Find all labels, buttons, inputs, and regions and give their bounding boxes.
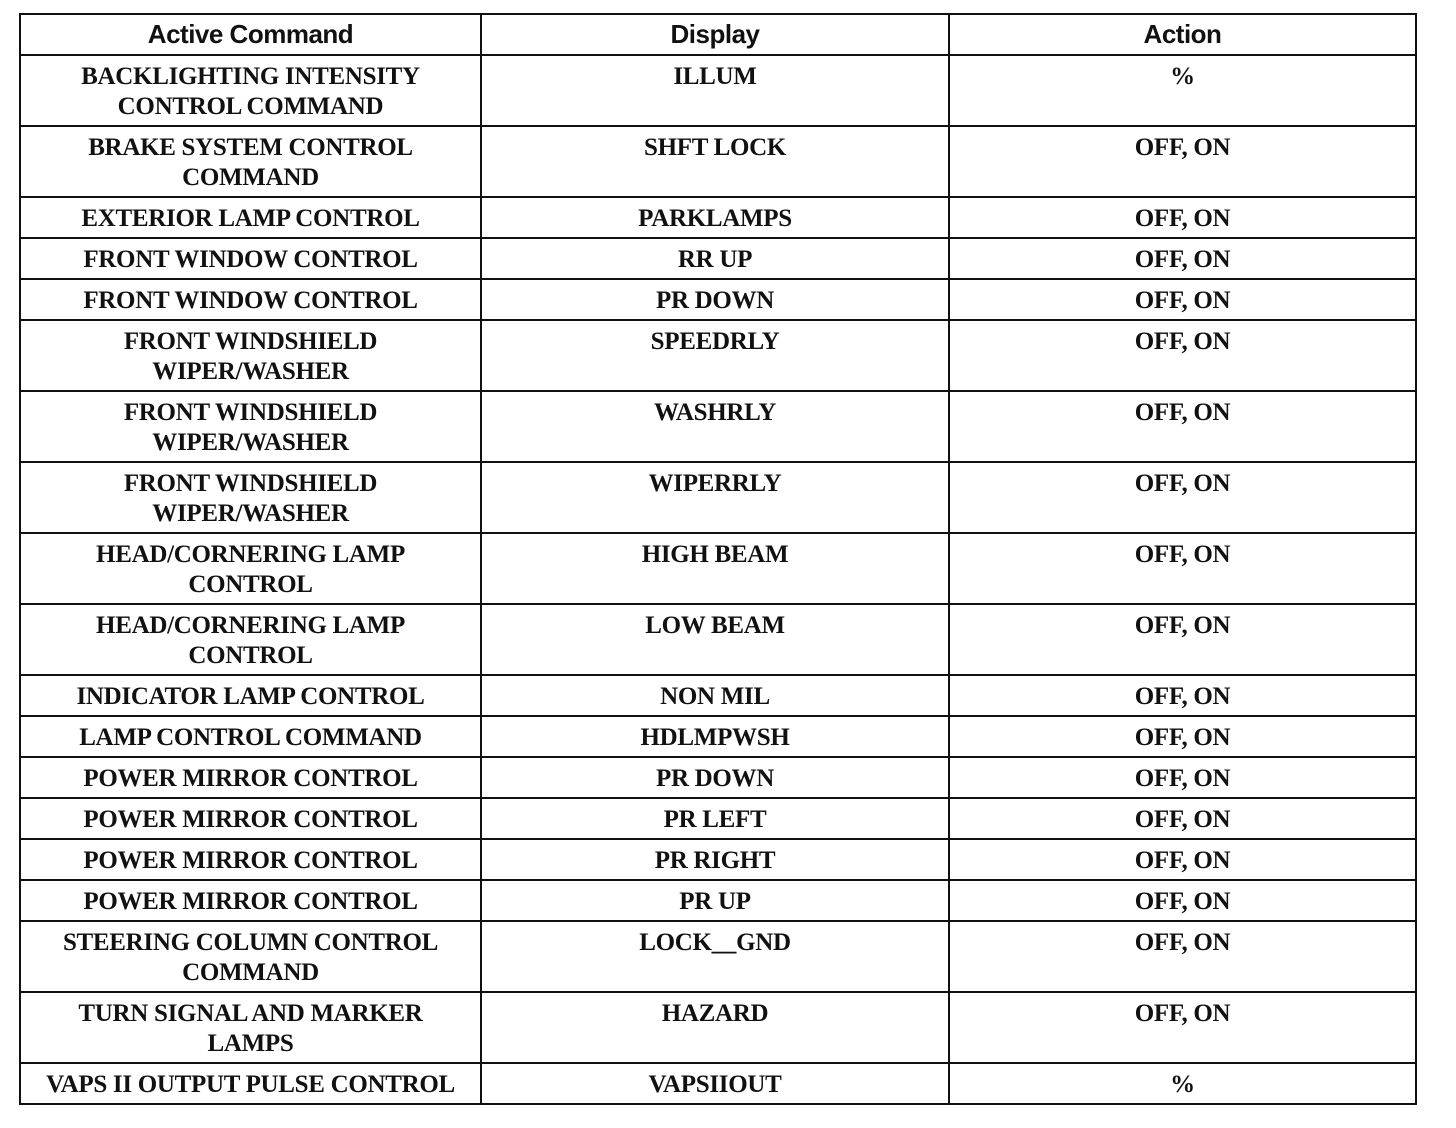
active-command-cell: FRONT WINDSHIELD WIPER/WASHER bbox=[20, 462, 481, 533]
action-cell: % bbox=[949, 55, 1416, 126]
active-command-cell: HEAD/CORNERING LAMP CONTROL bbox=[20, 533, 481, 604]
table-row bbox=[20, 798, 1416, 839]
display-cell: PR DOWN bbox=[481, 757, 949, 798]
display-cell: PR UP bbox=[481, 880, 949, 921]
active-command-cell: LAMP CONTROL COMMAND bbox=[20, 716, 481, 757]
display-cell: PR RIGHT bbox=[481, 839, 949, 880]
active-command-cell: POWER MIRROR CONTROL bbox=[20, 798, 481, 839]
display-cell: WASHRLY bbox=[481, 391, 949, 462]
table-row bbox=[20, 716, 1416, 757]
table-row bbox=[20, 126, 1416, 197]
action-cell: OFF, ON bbox=[949, 197, 1416, 238]
active-command-cell: FRONT WINDOW CONTROL bbox=[20, 238, 481, 279]
active-command-cell: STEERING COLUMN CONTROL COMMAND bbox=[20, 921, 481, 992]
display-cell: SPEEDRLY bbox=[481, 320, 949, 391]
action-cell: OFF, ON bbox=[949, 320, 1416, 391]
header-row bbox=[20, 14, 1416, 55]
display-cell: WIPERRLY bbox=[481, 462, 949, 533]
active-command-table bbox=[19, 13, 1417, 1105]
display-cell: SHFT LOCK bbox=[481, 126, 949, 197]
display-cell: PR LEFT bbox=[481, 798, 949, 839]
action-cell: OFF, ON bbox=[949, 839, 1416, 880]
display-cell: LOCK__GND bbox=[481, 921, 949, 992]
table-row bbox=[20, 992, 1416, 1063]
display-cell: PR DOWN bbox=[481, 279, 949, 320]
table-row bbox=[20, 675, 1416, 716]
action-cell: OFF, ON bbox=[949, 921, 1416, 992]
active-command-cell: POWER MIRROR CONTROL bbox=[20, 757, 481, 798]
display-cell: VAPSIIOUT bbox=[481, 1063, 949, 1104]
action-cell: OFF, ON bbox=[949, 238, 1416, 279]
active-command-cell: EXTERIOR LAMP CONTROL bbox=[20, 197, 481, 238]
header-display: Display bbox=[481, 14, 949, 55]
action-cell: OFF, ON bbox=[949, 757, 1416, 798]
display-cell: ILLUM bbox=[481, 55, 949, 126]
action-cell: OFF, ON bbox=[949, 462, 1416, 533]
display-cell: HAZARD bbox=[481, 992, 949, 1063]
table-row bbox=[20, 55, 1416, 126]
action-cell: OFF, ON bbox=[949, 675, 1416, 716]
display-cell: NON MIL bbox=[481, 675, 949, 716]
action-cell: OFF, ON bbox=[949, 992, 1416, 1063]
table-row bbox=[20, 533, 1416, 604]
header-active-command: Active Command bbox=[20, 14, 481, 55]
table-row bbox=[20, 238, 1416, 279]
table-row bbox=[20, 921, 1416, 992]
action-cell: OFF, ON bbox=[949, 533, 1416, 604]
active-command-cell: VAPS II OUTPUT PULSE CONTROL bbox=[20, 1063, 481, 1104]
table-row bbox=[20, 279, 1416, 320]
action-cell: % bbox=[949, 1063, 1416, 1104]
table-row bbox=[20, 197, 1416, 238]
display-cell: LOW BEAM bbox=[481, 604, 949, 675]
display-cell: HDLMPWSH bbox=[481, 716, 949, 757]
display-cell: HIGH BEAM bbox=[481, 533, 949, 604]
action-cell: OFF, ON bbox=[949, 880, 1416, 921]
active-command-cell: POWER MIRROR CONTROL bbox=[20, 839, 481, 880]
action-cell: OFF, ON bbox=[949, 279, 1416, 320]
active-command-cell: FRONT WINDOW CONTROL bbox=[20, 279, 481, 320]
action-cell: OFF, ON bbox=[949, 798, 1416, 839]
action-cell: OFF, ON bbox=[949, 391, 1416, 462]
active-command-cell: BACKLIGHTING INTENSITY CONTROL COMMAND bbox=[20, 55, 481, 126]
action-cell: OFF, ON bbox=[949, 126, 1416, 197]
header-action: Action bbox=[949, 14, 1416, 55]
table-row bbox=[20, 757, 1416, 798]
table-row bbox=[20, 839, 1416, 880]
table-row bbox=[20, 604, 1416, 675]
active-command-cell: HEAD/CORNERING LAMP CONTROL bbox=[20, 604, 481, 675]
active-command-cell: POWER MIRROR CONTROL bbox=[20, 880, 481, 921]
active-command-cell: FRONT WINDSHIELD WIPER/WASHER bbox=[20, 320, 481, 391]
table-row bbox=[20, 1063, 1416, 1104]
active-command-cell: FRONT WINDSHIELD WIPER/WASHER bbox=[20, 391, 481, 462]
active-command-cell: BRAKE SYSTEM CONTROL COMMAND bbox=[20, 126, 481, 197]
action-cell: OFF, ON bbox=[949, 604, 1416, 675]
table-row bbox=[20, 391, 1416, 462]
display-cell: PARKLAMPS bbox=[481, 197, 949, 238]
active-command-cell: TURN SIGNAL AND MARKER LAMPS bbox=[20, 992, 481, 1063]
table-row bbox=[20, 462, 1416, 533]
display-cell: RR UP bbox=[481, 238, 949, 279]
table-row bbox=[20, 880, 1416, 921]
action-cell: OFF, ON bbox=[949, 716, 1416, 757]
active-command-cell: INDICATOR LAMP CONTROL bbox=[20, 675, 481, 716]
table-row bbox=[20, 320, 1416, 391]
